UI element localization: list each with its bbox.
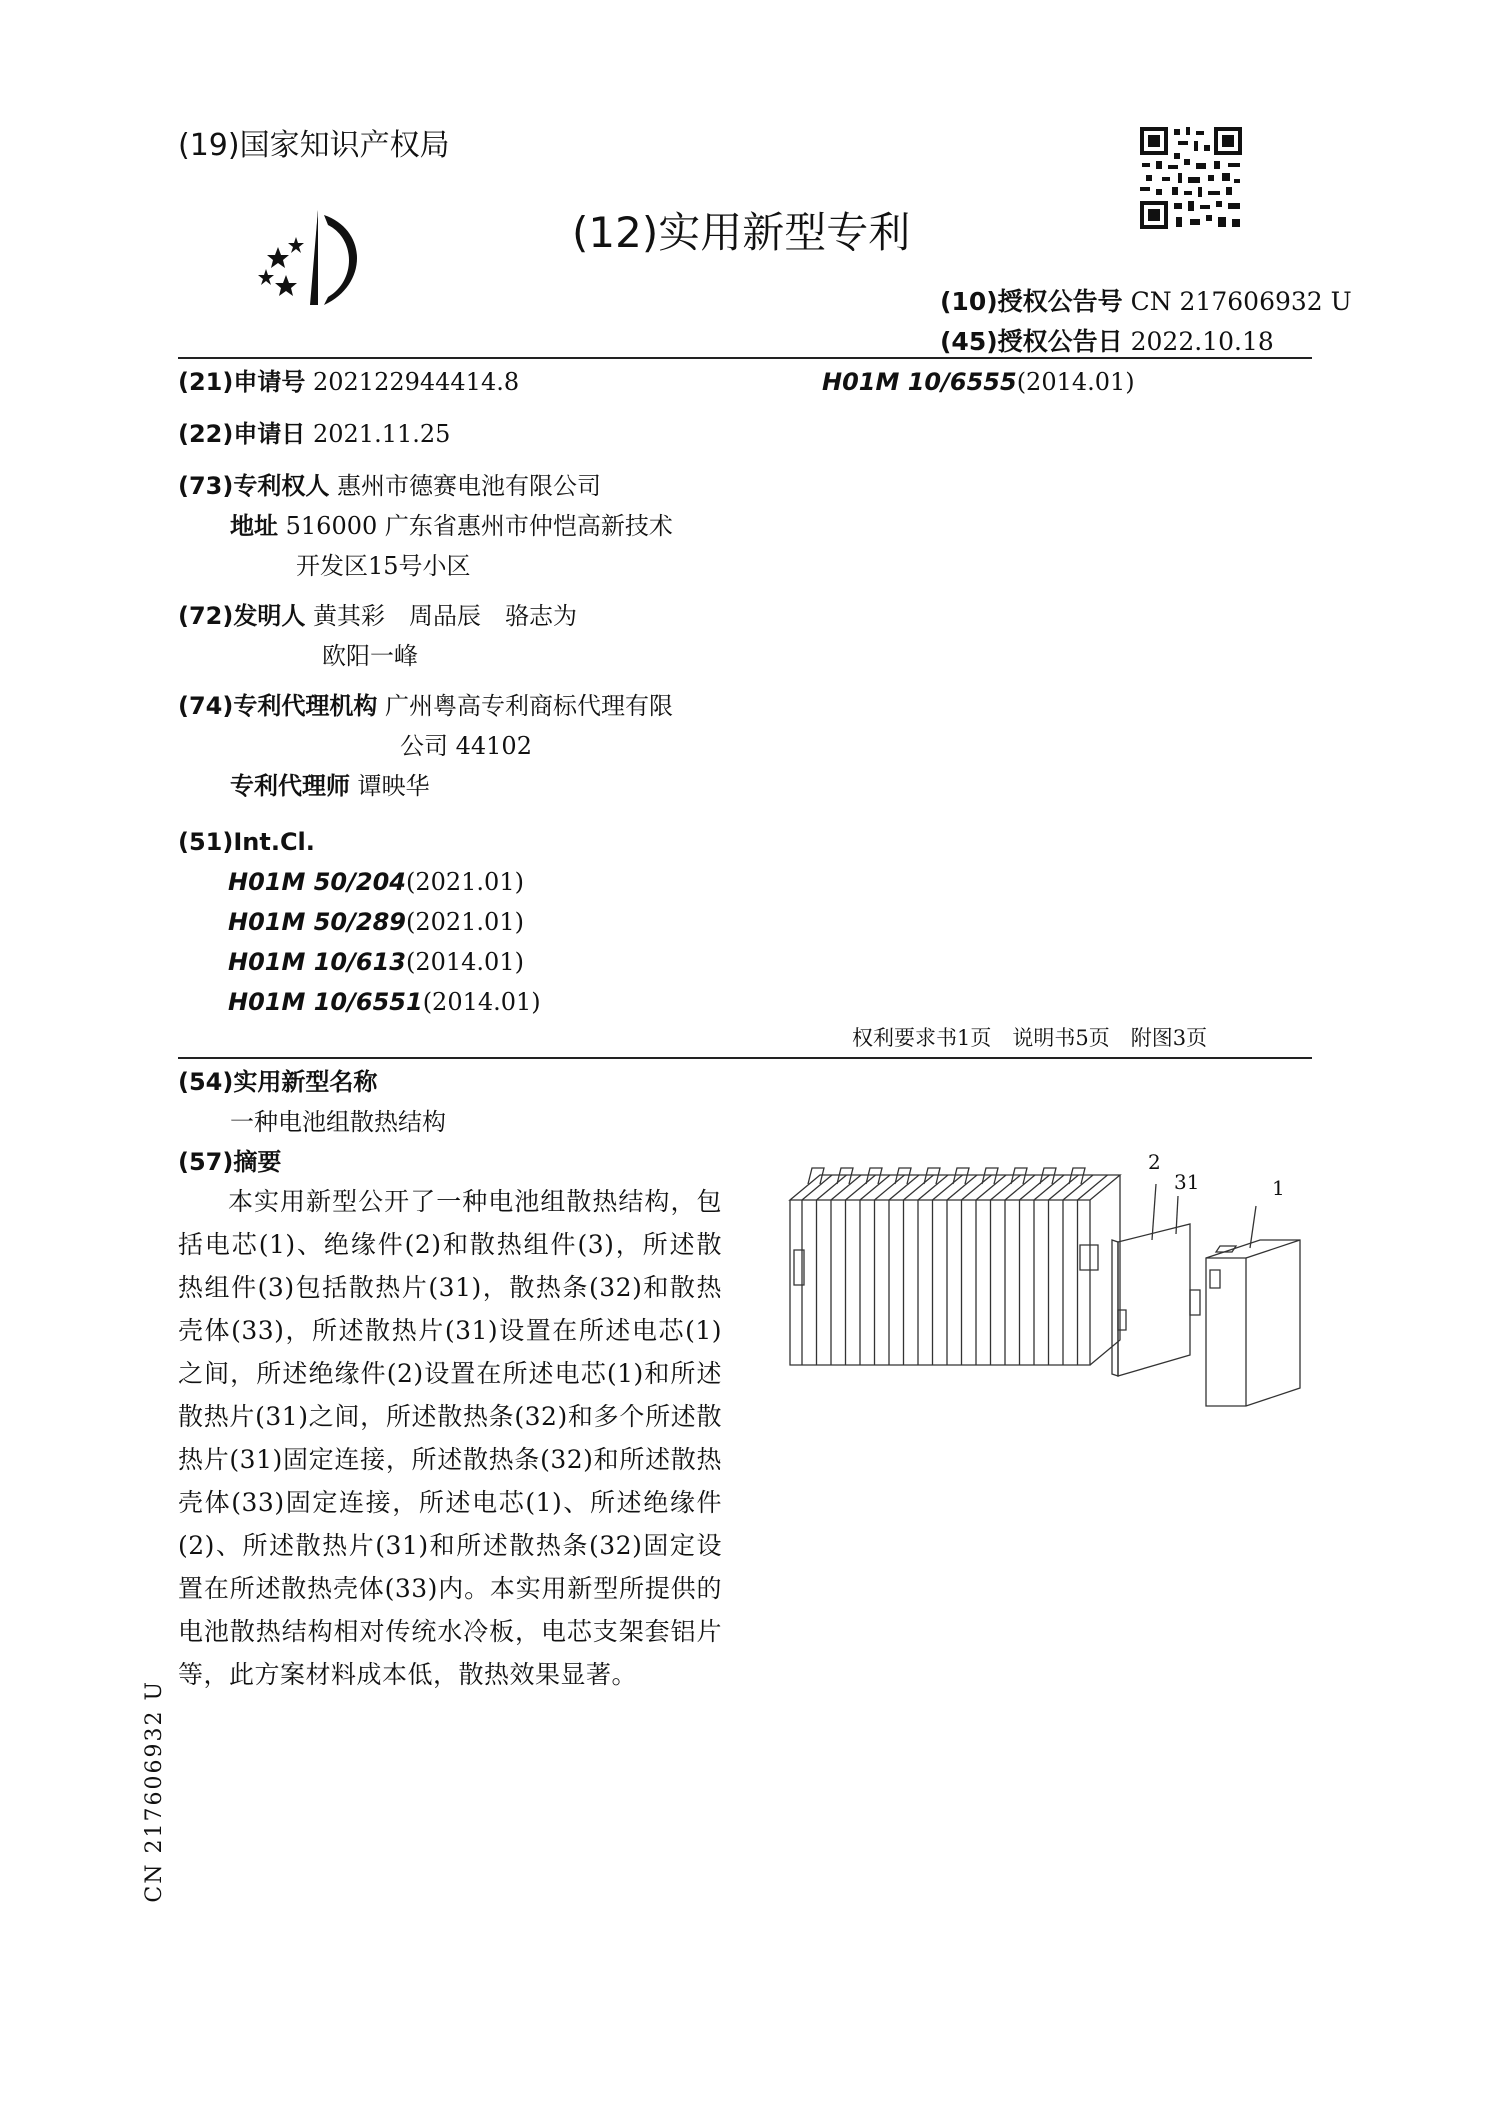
- figure-label-1: 1: [1272, 1176, 1285, 1200]
- address-line-2: 开发区15号小区: [296, 552, 471, 580]
- agent-value: 谭映华: [357, 772, 430, 800]
- address-line-1: 516000 广东省惠州市仲恺高新技术: [285, 512, 673, 540]
- int-cl-item: [228, 906, 524, 938]
- office-name: (19)国家知识产权局: [178, 128, 450, 163]
- application-number-value: 202122944414.8: [312, 368, 520, 396]
- publication-number-label: (10)授权公告号: [940, 287, 1123, 316]
- inventor-label: (72)发明人: [178, 602, 306, 630]
- cell-tab: [808, 1168, 824, 1184]
- main-ipc-row: [822, 366, 1135, 398]
- inventor-line-1: 黄其彩 周品辰 骆志为: [312, 602, 577, 630]
- page-counts: 权利要求书1页 说明书5页 附图3页: [852, 1026, 1208, 1050]
- biblio-divider: [178, 1057, 1312, 1059]
- application-date-label: (22)申请日: [178, 420, 306, 448]
- cell-fin-top: [802, 1175, 832, 1200]
- publication-date-label: (45)授权公告日: [940, 327, 1123, 356]
- agency-row: [178, 690, 673, 722]
- int-cl-version: (2021.01): [405, 868, 524, 896]
- document-type: (12)实用新型专利: [572, 208, 911, 257]
- application-date-value: 2021.11.25: [312, 420, 451, 448]
- address-row: [230, 510, 673, 542]
- application-number-row: [178, 366, 519, 398]
- abstract-text: 本实用新型公开了一种电池组散热结构，包括电芯(1)、绝缘件(2)和散热组件(3)，所述散热组件(3)包括散热片(31)，散热条(32)和散热壳体(33)，所述散热片(31)设置在所述电芯(1)之间，所述绝缘件(2)设置在所述电芯(1)和所述散热片(31)之间，所述散热条(32)和多个所述散热片(31)固定连接，所述散热条(32)和所述散热壳体(33)固定连接，所述电芯(1)、所述绝缘件(2)、所述散热片(31)和所述散热条(32)固定设置在所述散热壳体(33)内。本实用新型所提供的电池散热结构相对传统水冷板，电芯支架套铝片等，此方案材料成本低，散热效果显著。: [178, 1187, 722, 1689]
- publication-number-row: [940, 282, 1352, 318]
- cell-fin-top: [918, 1175, 948, 1200]
- application-number-label: (21)申请号: [178, 368, 306, 396]
- abstract-label: (57)摘要: [178, 1148, 282, 1176]
- agency-line-1: 广州粤高专利商标代理有限: [384, 692, 673, 720]
- main-ipc-version: (2014.01): [1016, 368, 1135, 396]
- int-cl-item: [228, 986, 541, 1018]
- int-cl-version: (2021.01): [405, 908, 524, 936]
- side-publication-number: CN 217606932 U: [142, 1680, 167, 1903]
- patentee-value: 惠州市德赛电池有限公司: [336, 472, 601, 500]
- int-cl-version: (2014.01): [422, 988, 541, 1016]
- utility-model-title: 一种电池组散热结构: [230, 1108, 446, 1136]
- agent-row: [230, 770, 430, 802]
- application-date-row: [178, 418, 450, 450]
- cell-fin-top: [1063, 1175, 1093, 1200]
- cnipa-logo: [248, 205, 388, 315]
- patentee-label: (73)专利权人: [178, 472, 330, 500]
- battery-cell-stack: [790, 1168, 1120, 1365]
- qr-code: [1138, 125, 1244, 231]
- inventor-row: [178, 600, 577, 632]
- battery-pack-figure: [780, 1140, 1310, 1450]
- agency-label: (74)专利代理机构: [178, 692, 378, 720]
- int-cl-item: [228, 866, 524, 898]
- cell-fin-top: [889, 1175, 919, 1200]
- int-cl-code: H01M 10/613: [228, 948, 406, 976]
- cell-fin-top: [860, 1175, 890, 1200]
- int-cl-code: H01M 10/6551: [228, 988, 423, 1016]
- int-cl-version: (2014.01): [405, 948, 524, 976]
- header-divider: [178, 357, 1312, 359]
- cell-fin-top: [976, 1175, 1006, 1200]
- agency-line-2: 公司 44102: [400, 732, 532, 760]
- main-ipc-code: H01M 10/6555: [822, 368, 1017, 396]
- inventor-line-2: 欧阳一峰: [322, 642, 418, 670]
- address-label: 地址: [230, 512, 278, 540]
- int-cl-item: [228, 946, 524, 978]
- agent-label: 专利代理师: [230, 772, 350, 800]
- figure-label-2: 2: [1148, 1150, 1161, 1174]
- patentee-row: [178, 470, 601, 502]
- int-cl-code: H01M 50/204: [228, 868, 406, 896]
- title-label: (54)实用新型名称: [178, 1068, 378, 1096]
- cell-fin-top: [1005, 1175, 1035, 1200]
- figure-label-31: 31: [1174, 1170, 1200, 1194]
- int-cl-label: (51)Int.Cl.: [178, 828, 315, 856]
- cell-fin-top: [947, 1175, 977, 1200]
- publication-number-value: CN 217606932 U: [1130, 287, 1352, 316]
- publication-date-row: [940, 322, 1274, 358]
- publication-date-value: 2022.10.18: [1130, 327, 1274, 356]
- heat-sink-plate: [1112, 1224, 1190, 1376]
- cell-fin-top: [1034, 1175, 1064, 1200]
- cell-fin-top: [831, 1175, 861, 1200]
- battery-cell: [1190, 1240, 1300, 1406]
- int-cl-code: H01M 50/289: [228, 908, 406, 936]
